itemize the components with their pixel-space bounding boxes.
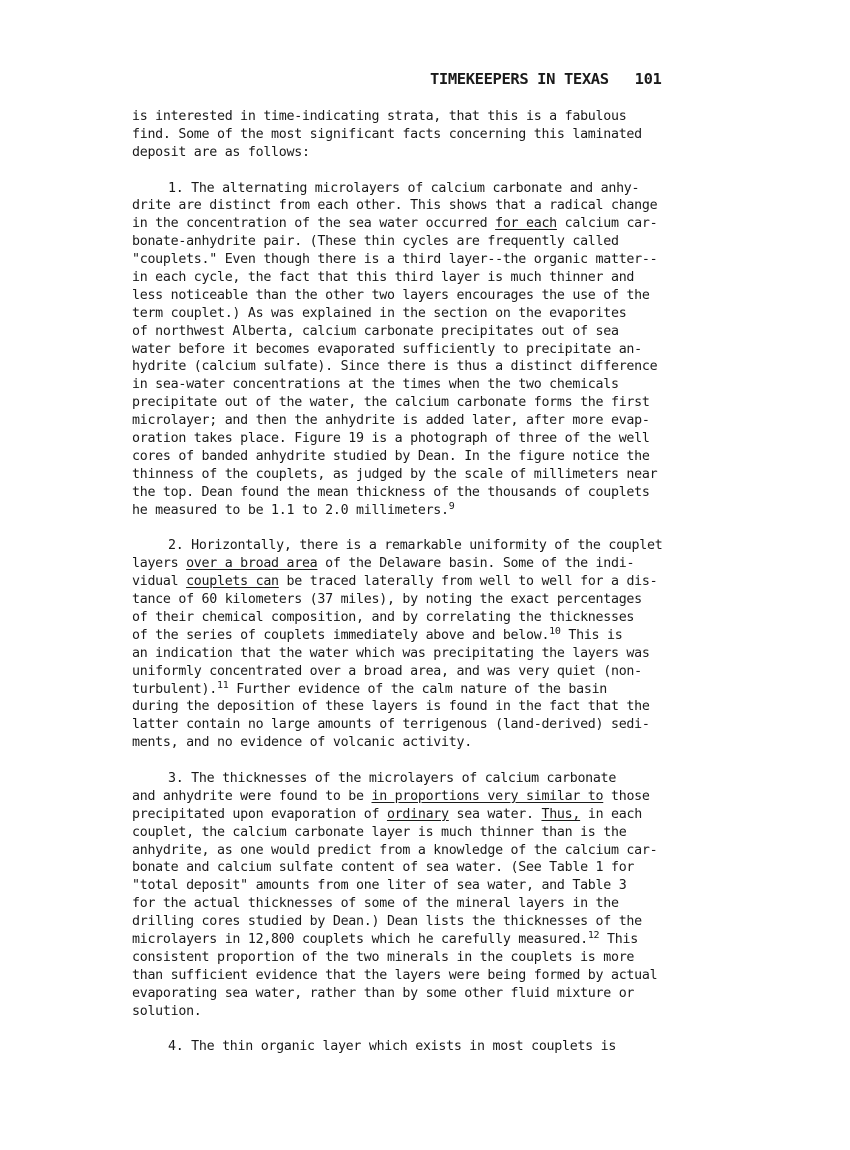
running-title: TIMEKEEPERS IN TEXAS — [430, 70, 609, 88]
text-line: of their chemical composition, and by correlating the thicknesses — [132, 609, 635, 625]
text-line: "total deposit" amounts from one liter of sea water, and Table 3 — [132, 878, 627, 894]
footnote-ref: 12 — [587, 929, 600, 941]
underlined-text: ordinary — [386, 806, 449, 822]
text-line: the top. Dean found the mean thickness of the thousands of couplets — [132, 484, 650, 500]
text-line: precipitate out of the water, the calcium carbonate forms the first — [132, 395, 650, 411]
text-line: solution. — [132, 1003, 202, 1019]
text-line: an indication that the water which was precipitating the layers was — [132, 645, 650, 661]
text-line: is interested in time-indicating strata, that this is a fabulous — [132, 109, 627, 124]
text-line: couplet, the calcium carbonate layer is much thinner than is the — [132, 824, 627, 840]
text-line: layers over a broad area of the Delaware basin. Some of the indi- — [132, 556, 635, 572]
text-line: 1. The alternating microlayers of calcium carbonate and anhy- — [168, 180, 640, 196]
text-line: vidual couplets can be traced laterally from well to well for a dis- — [132, 574, 658, 590]
text-line: in each cycle, the fact that this third layer is much thinner and — [132, 270, 635, 286]
text-line: cores of banded anhydrite studied by Dean. In the figure notice the — [132, 448, 650, 464]
underlined-text: over a broad area — [186, 556, 318, 572]
footnote-ref: 11 — [216, 679, 229, 691]
text-line: 3. The thicknesses of the microlayers of calcium carbonate — [168, 770, 617, 786]
text-line: uniformly concentrated over a broad area, and was very quiet (non- — [132, 663, 642, 679]
text-line: water before it becomes evaporated sufficiently to precipitate an- — [132, 341, 642, 357]
text-line: ments, and no evidence of volcanic activity. — [132, 735, 472, 751]
underlined-text: Thus, — [541, 806, 581, 822]
text-line: bonate-anhydrite pair. (These thin cycles are frequently called — [132, 234, 619, 250]
text-line: anhydrite, as one would predict from a knowledge of the calcium car- — [132, 842, 658, 858]
text-line: find. Some of the most significant facts concerning this laminated — [132, 126, 642, 142]
footnote-ref: 10 — [549, 625, 561, 637]
text-line: 2. Horizontally, there is a remarkable uniformity of the couplet — [168, 538, 663, 554]
text-line: consistent proportion of the two minerals in the couplets is more — [132, 949, 635, 965]
text-line: "couplets." Even though there is a third layer--the organic matter-- — [132, 252, 658, 268]
text-line: in the concentration of the sea water occurred for each calcium car- — [132, 216, 658, 232]
text-line: he measured to be 1.1 to 2.0 millimeters.$^9$ — [132, 500, 455, 518]
page-number: 101 — [634, 70, 662, 88]
text-line: less noticeable than the other two layers encourages the use of the — [132, 287, 650, 303]
page-body — [132, 108, 732, 1056]
text-line: latter contain no large amounts of terrigenous (land-derived) sedi- — [132, 717, 650, 733]
text-line: oration takes place. Figure 19 is a photograph of three of the well — [132, 431, 650, 447]
text-line: of northwest Alberta, calcium carbonate precipitates out of sea — [132, 323, 619, 339]
text-line: tance of 60 kilometers (37 miles), by noting the exact percentages — [132, 592, 642, 608]
text-line: of the series of couplets immediately above and below.$^{10}$ This is — [132, 625, 623, 643]
text-line: turbulent).$^{11}$ Further evidence of the calm nature of the basin — [132, 679, 608, 697]
text-line: in sea-water concentrations at the times when the two chemicals — [132, 377, 619, 393]
text-line: evaporating sea water, rather than by some other fluid mixture or — [132, 985, 635, 1001]
underlined-text: for each — [495, 216, 557, 232]
text-line: thinness of the couplets, as judged by the scale of millimeters near — [132, 466, 658, 482]
text-line: drilling cores studied by Dean.) Dean lists the thicknesses of the — [132, 914, 642, 930]
text-line: than sufficient evidence that the layers were being formed by actual — [132, 967, 658, 983]
text-line: during the deposition of these layers is found in the fact that the — [132, 699, 650, 715]
text-line: bonate and calcium sulfate content of sea water. (See Table 1 for — [132, 860, 635, 876]
text-line: hydrite (calcium sulfate). Since there is thus a distinct difference — [132, 359, 658, 375]
text-line: and anhydrite were found to be in proportions very similar to those — [132, 788, 650, 804]
underlined-text: in proportions very similar to — [371, 788, 604, 804]
footnote-ref: 9 — [448, 500, 455, 512]
text-line: microlayers in 12,800 couplets which he carefully measured.$^{12}$ This — [132, 929, 638, 947]
text-line: 4. The thin organic layer which exists in most couplets is — [168, 1039, 617, 1055]
text-line: drite are distinct from each other. This shows that a radical change — [132, 198, 658, 214]
text-line: precipitated upon evaporation of ordinary sea water. Thus, in each — [132, 806, 642, 822]
underlined-text: couplets can — [186, 574, 279, 590]
text-line: term couplet.) As was explained in the section on the evaporites — [132, 305, 627, 321]
text-line: microlayer; and then the anhydrite is added later, after more evap- — [132, 413, 650, 429]
text-line: deposit are as follows: — [132, 144, 310, 160]
running-header — [430, 70, 661, 88]
text-line: for the actual thicknesses of some of the mineral layers in the — [132, 896, 619, 912]
